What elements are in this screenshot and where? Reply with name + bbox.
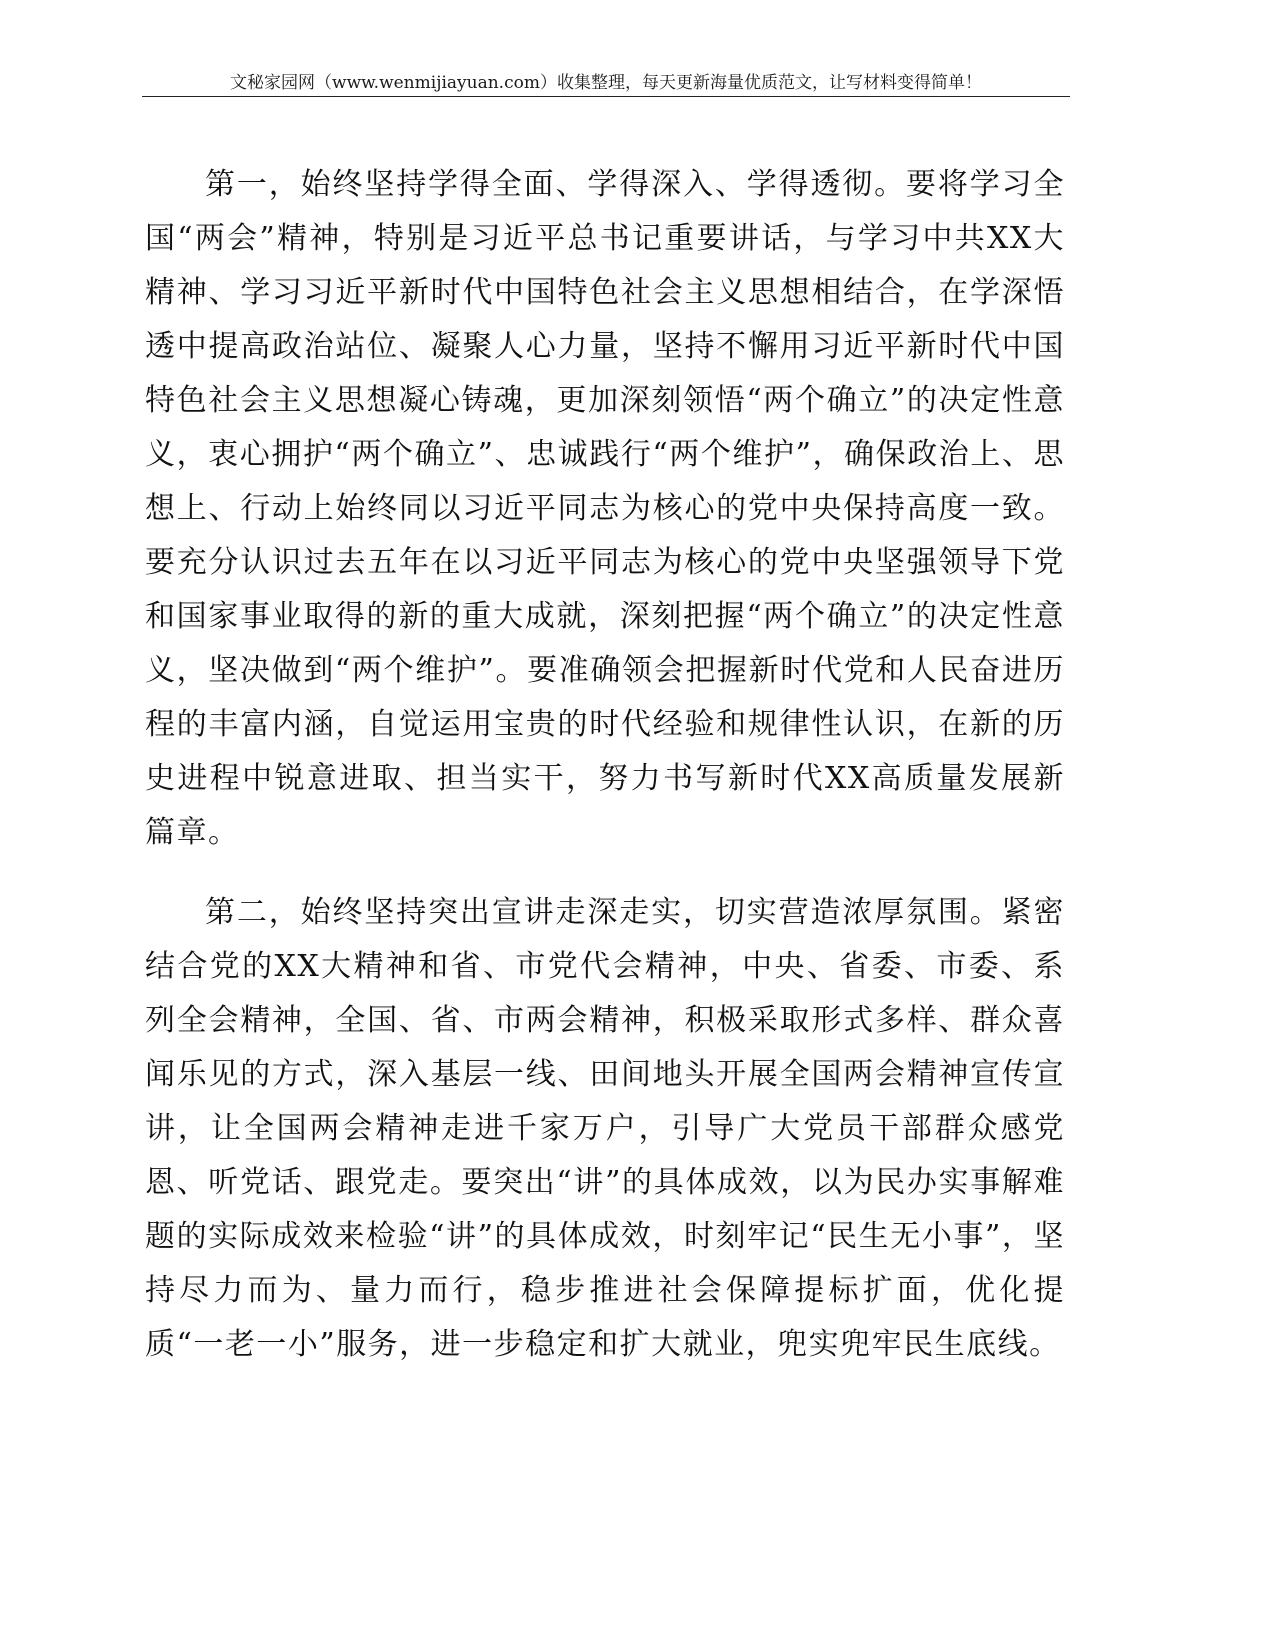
document-body <box>145 158 1065 1372</box>
paragraph-2: 第二，始终坚持突出宣讲走深走实，切实营造浓厚氛围。紧密结合党的XX大精神和省、市党代会精神，中央、省委、市委、系列全会精神，全国、省、市两会精神，积极采取形式多样、群众喜闻乐见的方式，深入基层一线、田间地头开展全国两会精神宣传宣讲，让全国两会精神走进千家万户，引导广大党员干部群众感党恩、听党话、跟党走。要突出“讲”的具体成效，以为民办实事解难题的实际成效来检验“讲”的具体成效，时刻牢记“民生无小事”，坚持尽力而为、量力而行，稳步推进社会保障提标扩面，优化提质“一老一小”服务，进一步稳定和扩大就业，兜实兜牢民生底线。 <box>145 895 1065 1362</box>
paragraph-1: 第一，始终坚持学得全面、学得深入、学得透彻。要将学习全国“两会”精神，特别是习近平总书记重要讲话，与学习中共XX大精神、学习习近平新时代中国特色社会主义思想相结合，在学深悟透中提高政治站位、凝聚人心力量，坚持不懈用习近平新时代中国特色社会主义思想凝心铸魂，更加深刻领悟“两个确立”的决定性意义，衷心拥护“两个确立”、忠诚践行“两个维护”，确保政治上、思想上、行动上始终同以习近平同志为核心的党中央保持高度一致。要充分认识过去五年在以习近平同志为核心的党中央坚强领导下党和国家事业取得的新的重大成就，深刻把握“两个确立”的决定性意义，坚决做到“两个维护”。要准确领会把握新时代党和人民奋进历程的丰富内涵，自觉运用宝贵的时代经验和规律性认识，在新的历史进程中锐意进取、担当实干，努力书写新时代XX高质量发展新篇章。 <box>145 167 1065 850</box>
page-header: 文秘家园网（www.wenmijiayuan.com）收集整理，每天更新海量优质范文，让写材料变得简单！ <box>142 72 1070 97</box>
